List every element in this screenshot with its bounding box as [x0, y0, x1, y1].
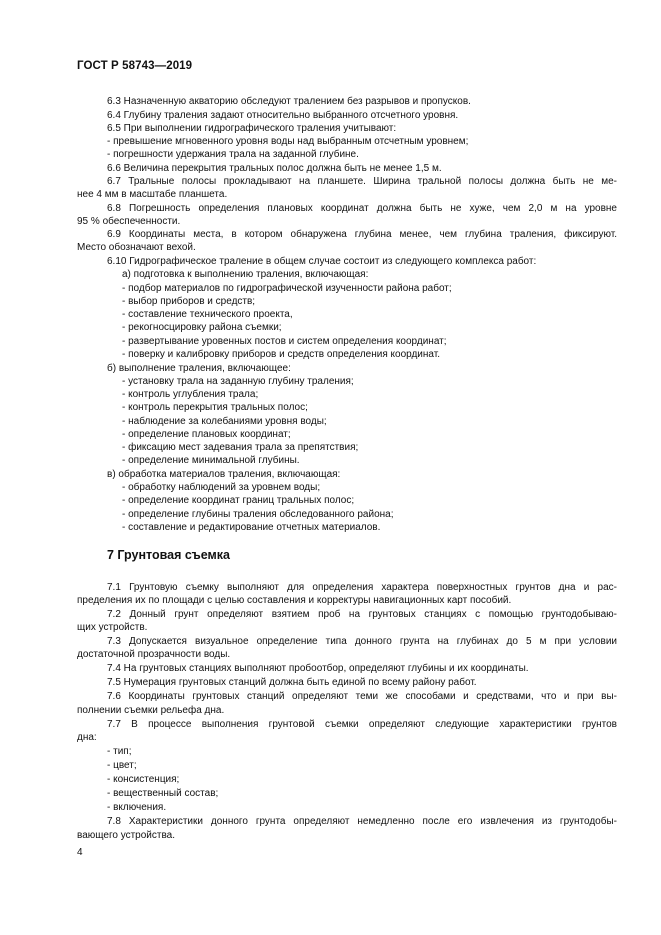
section6_lines-line: - подбор материалов по гидрографической изученности района работ;	[122, 283, 452, 294]
section6_lines-line: - установку трала на заданную глубину траления;	[122, 376, 354, 387]
section6_lines-line: - определение координат границ тральных полос;	[122, 495, 355, 506]
section6_lines-line: 6.9 Координаты места, в котором обнаружена глубина менее, чем глубина траления, фиксируют.	[107, 229, 617, 240]
section7_lines-line: полнении съемки рельефа дна.	[77, 705, 225, 716]
section6_lines-line: - определение плановых координат;	[122, 429, 291, 440]
section6_lines-line: 6.3 Назначенную акваторию обследуют тралением без разрывов и пропусков.	[107, 96, 471, 107]
section7_lines-line: пределения их по площади с целью составления и корректуры навигационных карт пособий.	[77, 595, 512, 606]
section6_lines-line: а) подготовка к выполнению траления, включающая:	[122, 269, 369, 280]
section6_lines-line: - контроль углубления трала;	[122, 389, 259, 400]
section7_lines-line: 7.5 Нумерация грунтовых станций должна быть единой по всему району работ.	[107, 677, 477, 688]
section6_lines-line: - превышение мгновенного уровня воды над выбранным отсчетным уровнем;	[107, 136, 469, 147]
section6_lines-line: б) выполнение траления, включающее:	[107, 363, 291, 374]
section6_lines-line: - составление и редактирование отчетных материалов.	[122, 522, 381, 533]
section6_lines-line: - наблюдение за колебаниями уровня воды;	[122, 416, 327, 427]
section7_lines-line: 7.8 Характеристики донного грунта определяют немедленно после его извлечения из грунтодобы-	[107, 816, 617, 827]
section7_lines-line: - тип;	[107, 746, 132, 757]
section6_lines-line: 6.6 Величина перекрытия тральных полос должна быть не менее 1,5 м.	[107, 163, 442, 174]
section6_lines-line: - обработку наблюдений за уровнем воды;	[122, 482, 321, 493]
section7_lines-line: 7.7 В процессе выполнения грунтовой съемки определяют следующие характеристики грунтов	[107, 719, 617, 730]
section6_lines-line: - составление технического проекта,	[122, 309, 293, 320]
section-7-title: 7 Грунтовая съемка	[107, 548, 230, 562]
section7_lines-line: 7.2 Донный грунт определяют взятием проб на грунтовых станциях с помощью грунтодобываю-	[107, 609, 617, 620]
section6_lines-line: 6.7 Тральные полосы прокладывают на планшете. Ширина тральной полосы должна быть не ме-	[107, 176, 617, 187]
section6_lines-line: 6.5 При выполнении гидрографического траления учитывают:	[107, 123, 397, 134]
section7_lines-line: вающего устройства.	[77, 830, 176, 841]
section6_lines-line: - определение минимальной глубины.	[122, 455, 300, 466]
section6_lines-line: 6.10 Гидрографическое траление в общем случае состоит из следующего комплекса работ:	[107, 256, 537, 267]
section7_lines-line: щих устройств.	[77, 622, 148, 633]
section7_lines-line: достаточной прозрачности воды.	[77, 649, 231, 660]
section6_lines-line: 6.8 Погрешность определения плановых координат должна быть не хуже, чем 2,0 м на уровне	[107, 203, 617, 214]
section6_lines-line: - контроль перекрытия тральных полос;	[122, 402, 308, 413]
section7_lines-line: 7.1 Грунтовую съемку выполняют для определения характера поверхностных грунтов дна и рас-	[107, 582, 617, 593]
section6_lines-line: 6.4 Глубину траления задают относительно выбранного отсчетного уровня.	[107, 110, 459, 121]
page-number: 4	[77, 847, 83, 858]
section7_lines-line: - включения.	[107, 802, 167, 813]
section6_lines-line: Место обозначают вехой.	[77, 242, 196, 253]
section7_lines-line: - цвет;	[107, 760, 137, 771]
section7_lines-line: дна:	[77, 732, 97, 743]
document-header: ГОСТ Р 58743—2019	[77, 60, 193, 72]
section7_lines-line: - консистенция;	[107, 774, 180, 785]
section6_lines-line: - выбор приборов и средств;	[122, 296, 256, 307]
section7_lines-line: 7.3 Допускается визуальное определение типа донного грунта на глубинах до 5 м при условии	[107, 636, 617, 647]
section7_lines-line: - вещественный состав;	[107, 788, 219, 799]
section7_lines-line: 7.4 На грунтовых станциях выполняют пробоотбор, определяют глубины и их координаты.	[107, 663, 529, 674]
section6_lines-line: - поверку и калибровку приборов и средств определения координат.	[122, 349, 441, 360]
section6_lines-line: - фиксацию мест задевания трала за препятствия;	[122, 442, 359, 453]
section6_lines-line: - погрешности удержания трала на заданной глубине.	[107, 149, 359, 160]
section6_lines-line: - определение глубины траления обследованного района;	[122, 509, 394, 520]
section6_lines-line: - рекогносцировку района съемки;	[122, 322, 282, 333]
section6_lines-line: - развертывание уровенных постов и систем определения координат;	[122, 336, 447, 347]
section6_lines-line: 95 % обеспеченности.	[77, 216, 181, 227]
section7_lines-line: 7.6 Координаты грунтовых станций определяют теми же способами и средствами, что и при вы-	[107, 691, 617, 702]
section6_lines-line: нее 4 мм в масштабе планшета.	[77, 189, 228, 200]
section6_lines-line: в) обработка материалов траления, включающая:	[107, 469, 341, 480]
